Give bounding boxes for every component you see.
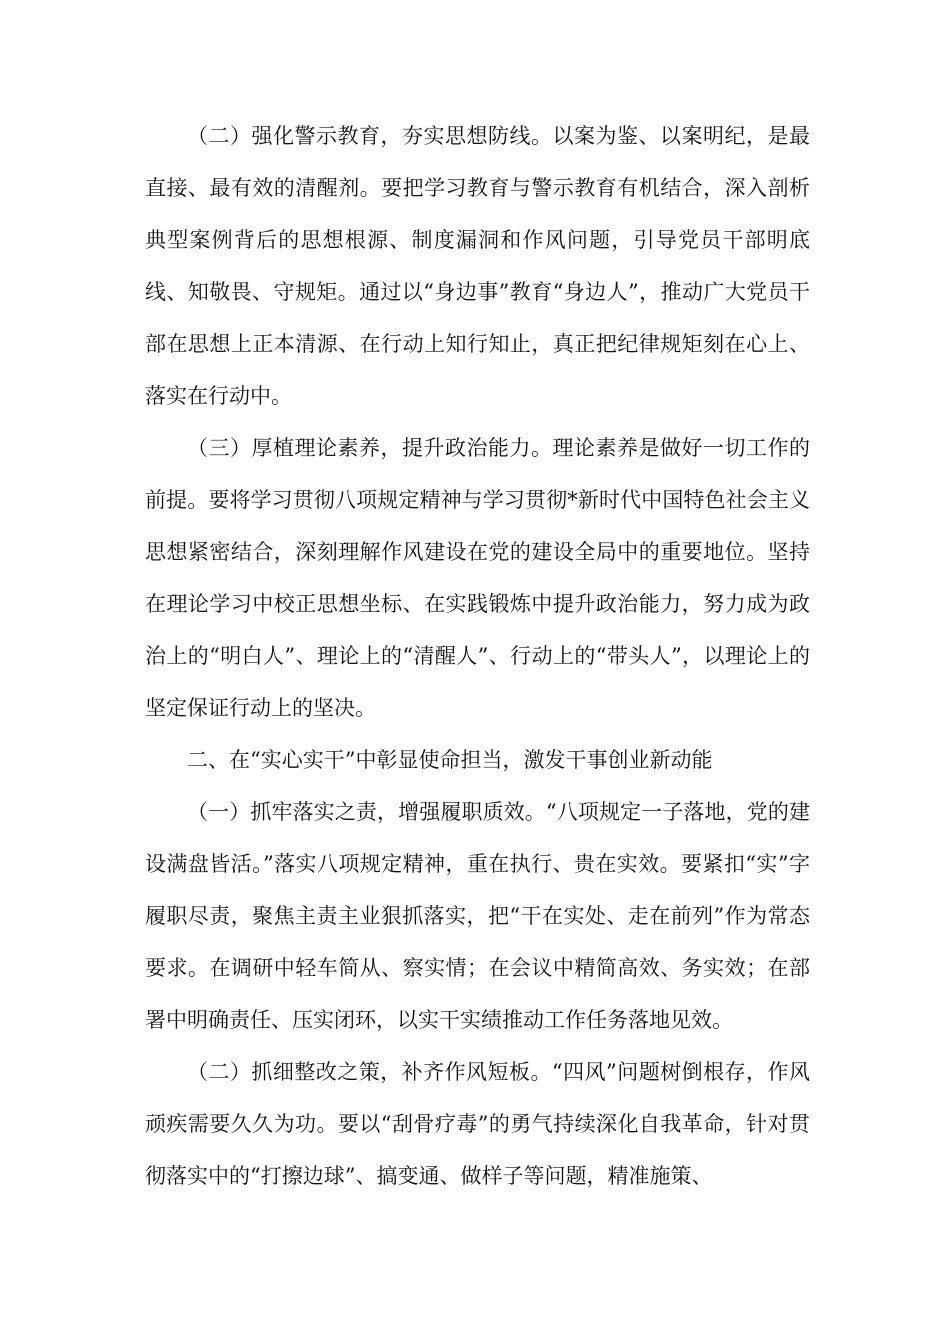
document-body (145, 110, 810, 1202)
paragraph-rectification-measures: （二）抓细整改之策，补齐作风短板。“四风”问题树倒根存，作风顽疾需要久久为功。要以“刮骨疗毒”的勇气持续深化自我革命，针对贯彻落实中的“打擦边球”、搞变通、做样子等问题，精准施策、 (145, 1060, 810, 1188)
paragraph-strengthen-warning-education: （二）强化警示教育，夯实思想防线。以案为鉴、以案明纪，是最直接、最有效的清醒剂。要把学习教育与警示教育有机结合，深入剖析典型案例背后的思想根源、制度漏洞和作风问题，引导党员干部明底线、知敬畏、守规矩。通过以“身边事”教育“身边人”，推动广大党员干部在思想上正本清源、在行动上知行知止，真正把纪律规矩刻在心上、落实在行动中。 (145, 124, 810, 408)
paragraph-implementation-responsibility: （一）抓牢落实之责，增强履职质效。“八项规定一子落地，党的建设满盘皆活。”落实八项规定精神，重在执行、贵在实效。要紧扣“实”字履职尽责，聚焦主责主业狠抓落实，把“干在实处、走在前列”作为常态要求。在调研中轻车简从、察实情；在会议中精简高效、务实效；在部署中明确责任、压实闭环，以实干实绩推动工作任务落地见效。 (145, 800, 810, 1032)
paragraph-theory-literacy: （三）厚植理论素养，提升政治能力。理论素养是做好一切工作的前提。要将学习贯彻八项规定精神与学习贯彻*新时代中国特色社会主义思想紧密结合，深刻理解作风建设在党的建设全局中的重要地位。坚持在理论学习中校正思想坐标、在实践锻炼中提升政治能力，努力成为政治上的“明白人”、理论上的“清醒人”、行动上的“带头人”，以理论上的坚定保证行动上的坚决。 (145, 436, 810, 720)
section-heading-two: 二、在“实心实干”中彰显使命担当，激发干事创业新动能 (187, 748, 713, 772)
